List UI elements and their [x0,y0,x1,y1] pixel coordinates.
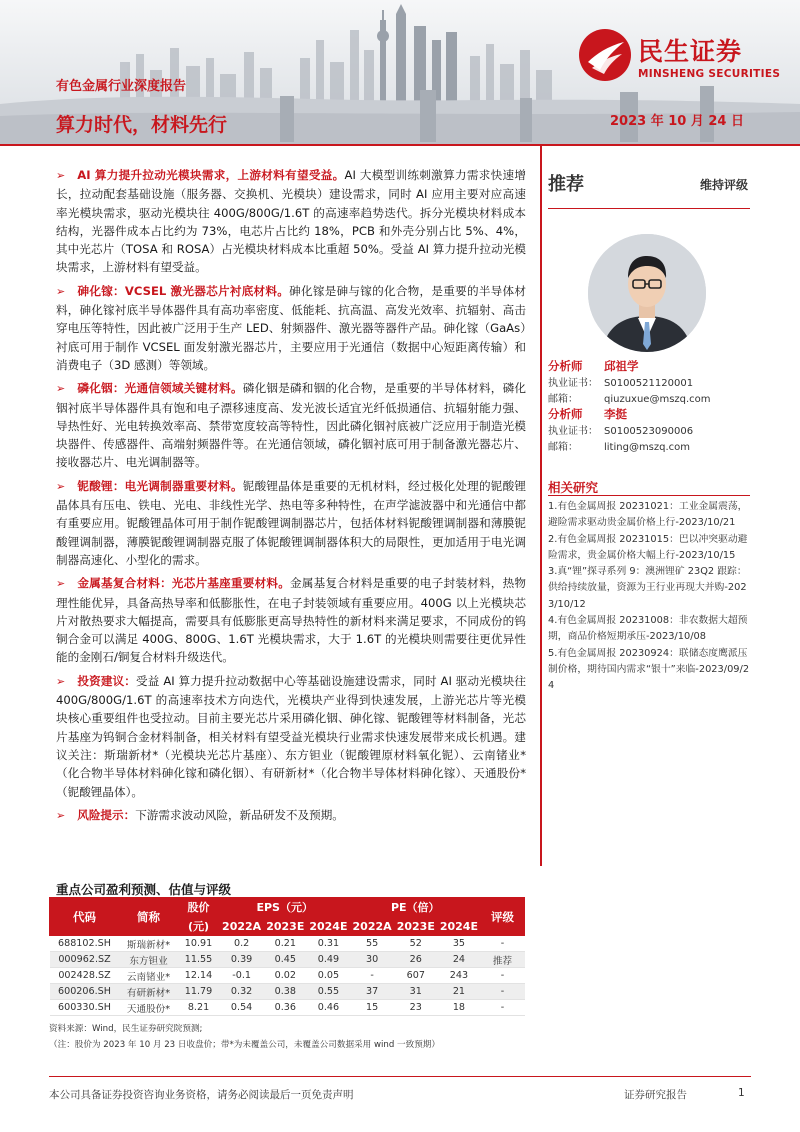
analyst-role: 分析师 [548,359,583,373]
table-source: 资料来源：Wind，民生证券研究院预测; [49,1024,203,1034]
cell-pe: 55 [350,936,394,952]
cell-eps: 0.45 [264,952,307,968]
cell-price: 11.79 [178,984,220,1000]
cell-price: 10.91 [178,936,220,952]
table-row [50,1000,525,1016]
arrow-icon: ➢ [56,479,66,493]
cell-code: 600206.SH [50,984,120,1000]
earnings-forecast-table [49,897,525,1016]
cell-eps: 0.2 [220,936,264,952]
analyst-portrait-icon [588,234,706,352]
sidebar-divider [540,146,542,866]
col-name: 简称 [120,898,178,936]
table-title: 重点公司盈利预测、估值与评级 [56,882,232,897]
cell-price: 8.21 [178,1000,220,1016]
report-header [0,0,800,146]
cell-price: 12.14 [178,968,220,984]
analyst-email[interactable]: liting@mszq.com [604,442,691,453]
cell-rating: - [481,968,525,984]
bullet-text: 受益 AI 算力提升拉动数据中心等基础设施建设需求，同时 AI 驱动光模块往 400G/800G/1.6T 的高速率技术方向迭代，光模块产业得到快速发展，上游光芯片等光模块核心重要组件也受拉动。目前主要光芯片采用磷化铟、砷化镓、铌酸锂等材料制备，光芯片基座为钨铜合金材料制备，相关材料有望受益光模块行业需求快速发展带来成长机遇。建议关注：斯瑞新材*（光模块光芯片基座）、东方钽业（铌酸锂原材料氧化铌）、云南锗业*（化合物半导体材料砷化镓和磷化铟）、有研新材*（化合物半导体材料砷化镓）、天通股份*（铌酸锂晶体）。 [56,673,526,799]
cell-code: 600330.SH [50,1000,120,1016]
cell-pe: 24 [437,952,480,968]
cell-code: 688102.SH [50,936,120,952]
bullet-text: 磷化铟是磷和铟的化合物，是重要的半导体材料，磷化铟衬底半导体器件具有饱和电子漂移速度高、发光波长适宜光纤低损通信、抗辐射能力强、导热性好、光电转换效率高、禁带宽度较高等特性，因此磷化铟衬底被广泛应用于制造光模块器件、传感器件、高端射频器件等。在光通信领域，磷化铟衬底可用于制备激光器芯片、接收器芯片、电光调制器等。 [56,381,526,470]
cell-pe: - [350,968,394,984]
logo-english-name: MINSHENG SECURITIES [638,68,781,80]
related-item[interactable]: 3.真“锂”探寻系列 9：澳洲锂矿 23Q2 跟踪：供给持续放量，资源为王行业再现大并购-2023/10/12 [548,566,747,610]
cell-eps: 0.21 [264,936,307,952]
col-price-unit: (元) [178,917,220,936]
bullet-ai-demand [56,166,526,277]
bullet-investment [56,672,526,801]
related-item[interactable]: 5.有色金属周报 20230924：联储态度鹰派压制价格，期待国内需求“银十”来临-2023/09/24 [548,647,750,692]
cell-pe: 23 [394,1000,437,1016]
report-date: 2023 年 10 月 24 日 [610,114,744,129]
logo-chinese-name: 民生证券 [638,37,743,66]
cell-eps: 0.02 [264,968,307,984]
footer-disclaimer: 本公司具备证券投资咨询业务资格，请务必阅读最后一页免责声明 [49,1089,354,1101]
cell-rating: 推荐 [481,952,525,968]
cell-name: 有研新材* [120,984,178,1000]
footer-divider [49,1076,751,1077]
arrow-icon: ➢ [56,284,66,298]
bullet-text: AI 大模型训练刺激算力需求快速增长，拉动配套基础设施（服务器、交换机、光模块）建设需求，同时 AI 应用主要对应高速率光模块需求，驱动光模块往 400G/800G/1.6T 的高速率趋势迭代。拆分光模块材料成本结构，光器件成本占比约为 73%，电芯片占比约 18%，PCB 和外壳分别占比 5%、4%，其中光芯片（TOSA 和 ROSA）占光模块材料成本比重超 50%。受益 AI 算力提升拉动光模块需求，上游材料有望受益。 [56,168,526,275]
table-note: （注：股价为 2023 年 10 月 23 日收盘价；带*为未覆盖公司，未覆盖公司数据采用 wind 一致预期） [49,1040,440,1050]
cell-price: 11.55 [178,952,220,968]
bullet-metal-composite [56,574,526,666]
col-eps-2023: 2023E [264,917,307,936]
cert-label: 执业证书： [548,426,598,437]
cell-pe: 243 [437,968,480,984]
col-eps: EPS（元） [220,898,350,917]
cell-eps: 0.05 [307,968,350,984]
cell-name: 斯瑞新材* [120,936,178,952]
cert-number: S0100521120001 [604,378,694,389]
bullet-text: 铌酸锂晶体是重要的无机材料，经过极化处理的铌酸锂晶体具有压电、铁电、光电、非线性光学、热电等多种特性，在声学滤波器中和光通信中都有重要应用。铌酸锂晶体可用于制作铌酸锂调制器芯片，包括体材料铌酸锂调制器和薄膜铌酸锂调制器，薄膜铌酸锂调制器克服了体铌酸锂调制器体积大的局限性，更加适用于电光调制器高速化、小型化的需求。 [56,478,526,567]
cell-code: 000962.SZ [50,952,120,968]
email-label: 邮箱： [548,442,578,453]
col-eps-2024: 2024E [307,917,350,936]
cell-eps: 0.31 [307,936,350,952]
cell-eps: 0.46 [307,1000,350,1016]
cell-rating: - [481,1000,525,1016]
cell-name: 天通股份* [120,1000,178,1016]
bullet-risk [56,806,526,825]
analyst-1 [548,358,711,408]
bullet-inp [56,379,526,471]
report-title: 算力时代，材料先行 [56,114,228,136]
cert-number: S0100523090006 [604,426,694,437]
cell-rating: - [481,984,525,1000]
table-row [50,968,525,984]
arrow-icon: ➢ [56,169,66,182]
cell-eps: 0.55 [307,984,350,1000]
summary-section [56,166,526,830]
report-type: 有色金属行业深度报告 [56,79,187,94]
cell-pe: 21 [437,984,480,1000]
cell-pe: 26 [394,952,437,968]
bullet-lead: 风险提示： [77,807,136,822]
col-eps-2022: 2022A [220,917,264,936]
arrow-icon: ➢ [56,382,66,396]
cell-eps: -0.1 [220,968,264,984]
arrow-icon: ➢ [56,674,66,688]
analyst-email[interactable]: qiuzuxue@mszq.com [604,394,711,405]
analyst-avatar [588,234,706,352]
cell-pe: 18 [437,1000,480,1016]
cell-name: 云南锗业* [120,968,178,984]
cell-eps: 0.32 [220,984,264,1000]
bullet-lead: 砷化镓：VCSEL 激光器芯片衬底材料。 [77,283,290,298]
rating-value: 推荐 [548,174,584,195]
col-pe-2022: 2022A [350,917,394,936]
related-research-list [548,499,750,695]
rating-divider [548,208,750,209]
bullet-text: 砷化镓是砷与镓的化合物，是重要的半导体材料，砷化镓衬底半导体器件具有高功率密度、低能耗、抗高温、高发光效率、抗辐射、高击穿电压等特性，因此被广泛用于生产 LED、射频器件、激光器等器件产品。砷化镓（GaAs）衬底可用于制作 VCSEL 面发射激光器芯片，主要应用于光通信（数据中心短距离传输）和消费电子（3D 感测）等领域。 [56,283,526,372]
col-pe-2024: 2024E [437,917,480,936]
cert-label: 执业证书： [548,378,598,389]
cell-name: 东方钽业 [120,952,178,968]
bullet-gaas [56,282,526,374]
bullet-lead: 磷化铟：光通信领域关键材料。 [77,381,243,396]
col-code: 代码 [50,898,120,936]
analyst-name: 李挺 [604,407,627,421]
table-row [50,952,525,968]
cell-pe: 52 [394,936,437,952]
page-number: 1 [738,1087,745,1099]
arrow-icon: ➢ [56,577,66,591]
company-logo [578,28,788,88]
cell-eps: 0.54 [220,1000,264,1016]
cell-pe: 15 [350,1000,394,1016]
related-item[interactable]: 1.有色金属周报 20231021：工业金属震荡，避险需求驱动贵金属价格上行-2023/10/21 [548,501,748,529]
footer-label: 证券研究报告 [624,1089,687,1101]
col-pe-2023: 2023E [394,917,437,936]
analyst-name: 邱祖学 [604,359,639,373]
table-row [50,984,525,1000]
bullet-text: 金属基复合材料是重要的电子封装材料，热物理性能优异，具备高热导率和低膨胀性，在电子封装领域有重要应用。400G 以上光模块芯片对散热要求大幅提高，需要具有低膨胀更高导热特性的新材料来满足要求，不同成份的钨铜合金可以满足 400G、800G、1.6T 光模块需求，大于 1.6T 的光模块则需要往更优异性能的金刚石/铜复合材料升级迭代。 [56,576,526,665]
cell-eps: 0.39 [220,952,264,968]
cell-code: 002428.SZ [50,968,120,984]
analyst-role: 分析师 [548,407,583,421]
related-research-title: 相关研究 [548,480,599,495]
arrow-icon: ➢ [56,808,66,822]
analyst-2 [548,406,693,456]
header-divider [0,144,800,146]
cell-pe: 31 [394,984,437,1000]
related-item[interactable]: 4.有色金属周报 20231008：非农数据大超预期，商品价格短期承压-2023/10/08 [548,615,748,643]
rating-box [548,162,748,208]
cell-pe: 37 [350,984,394,1000]
email-label: 邮箱： [548,394,578,405]
cell-rating: - [481,936,525,952]
col-rating: 评级 [481,898,525,936]
bullet-linbo3 [56,477,526,569]
cell-eps: 0.38 [264,984,307,1000]
related-item[interactable]: 2.有色金属周报 20231015：巴以冲突驱动避险需求，贵金属价格大幅上行-2023/10/15 [548,533,748,561]
bullet-lead: 金属基复合材料：光芯片基座重要材料。 [77,576,291,591]
cell-pe: 35 [437,936,480,952]
cell-pe: 607 [394,968,437,984]
col-pe: PE（倍） [350,898,481,917]
col-price: 股价 [178,898,220,917]
bullet-lead: 铌酸锂：电光调制器重要材料。 [77,478,243,493]
cell-eps: 0.49 [307,952,350,968]
related-divider [548,495,750,496]
rating-note: 维持评级 [699,178,748,192]
table-row [50,936,525,952]
bullet-text: 下游需求波动风险，新品研发不及预期。 [135,807,344,822]
bullet-lead: AI 算力提升拉动光模块需求，上游材料有望受益。 [77,168,345,182]
minsheng-logo-icon [578,28,632,82]
cell-pe: 30 [350,952,394,968]
cell-eps: 0.36 [264,1000,307,1016]
bullet-lead: 投资建议： [77,673,137,688]
